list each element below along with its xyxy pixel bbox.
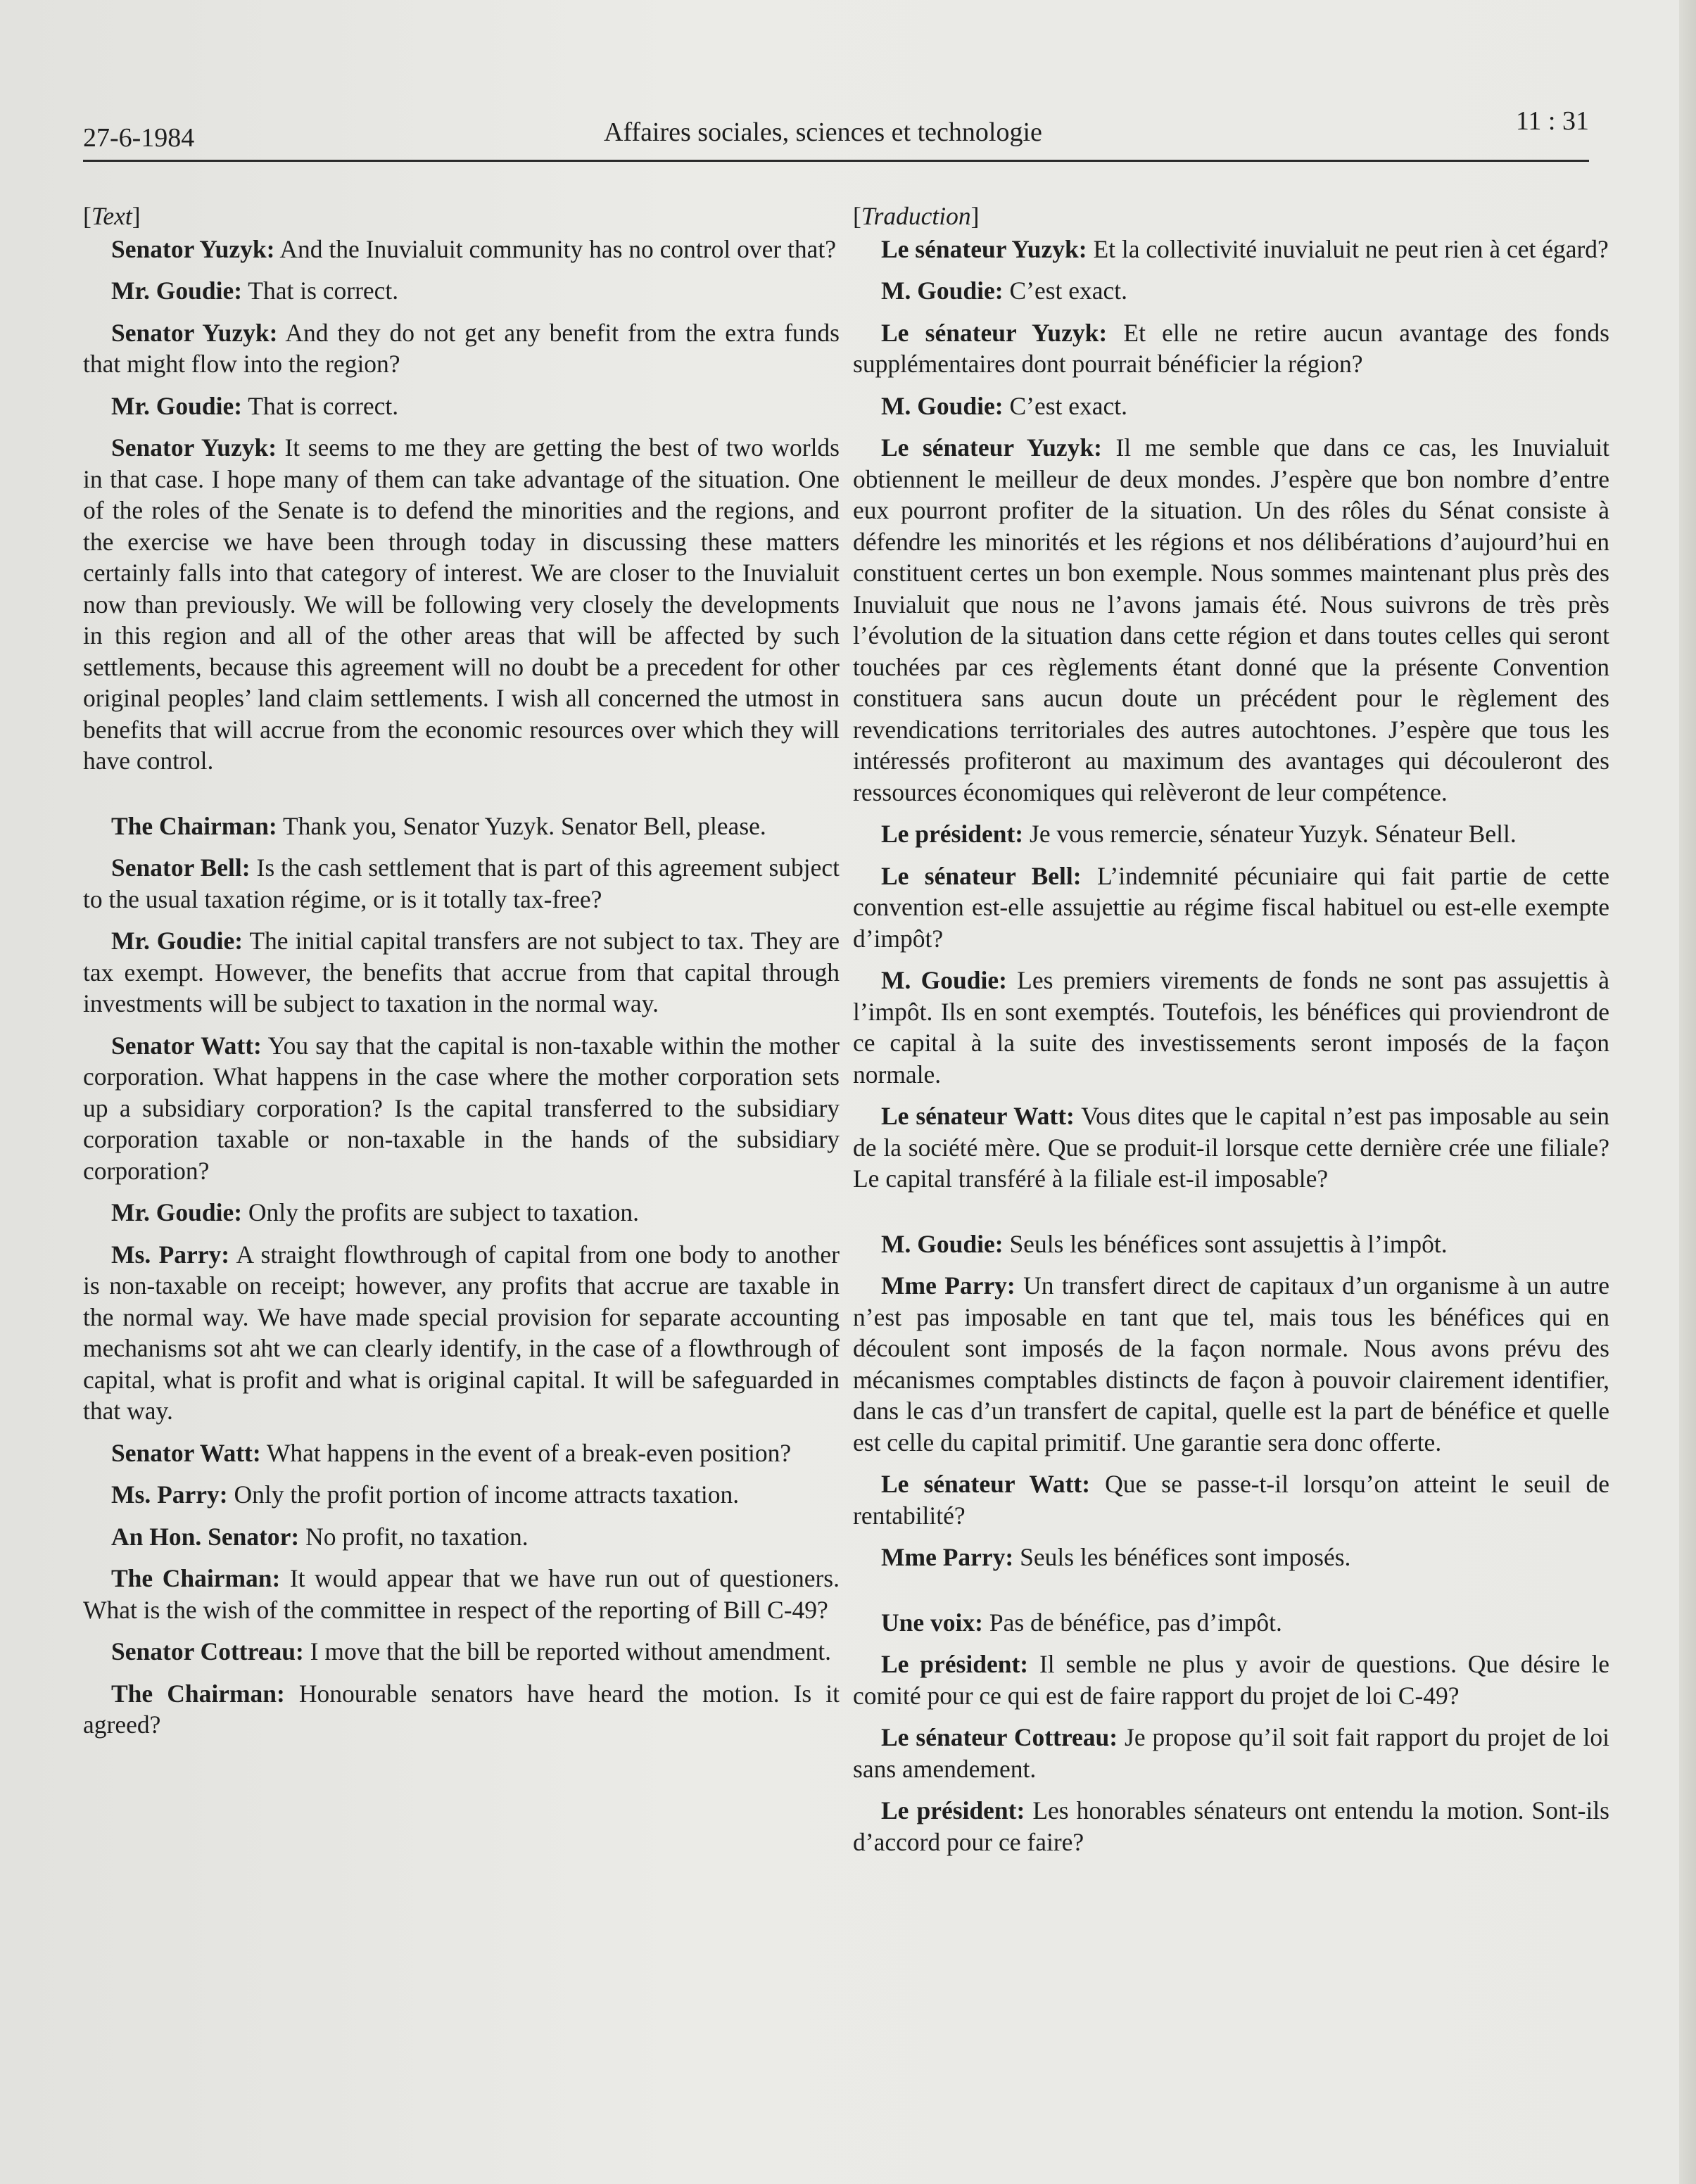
speech-text: Il semble ne plus y avoir de questions. Que désire le comité pour ce qui est de faire rapport du projet de loi C-49? [853,1650,1610,1710]
speech-text: Et la collectivité inuvialuit ne peut rien à cet égard? [1093,234,1609,263]
speech-paragraph [853,965,1609,1090]
speech-paragraph [83,1197,840,1228]
header-page-number: 11 : 31 [1515,106,1589,136]
speech-paragraph [83,317,840,380]
speech-paragraph [83,234,840,265]
page-header [83,106,1589,162]
section-tag-text: Text [91,202,132,230]
speech-paragraph [853,1100,1609,1195]
speech-paragraph [83,1636,840,1668]
speaker-name: The Chairman: [111,1564,281,1592]
speech-text: C’est exact. [1009,277,1128,305]
speaker-name: M. Goudie: [881,391,1004,420]
page-edge [1679,0,1696,2184]
speaker-name: The Chairman: [111,811,277,840]
speech-text: Les premiers virements de fonds ne sont pas assujettis à l’impôt. Ils en sont exemptés. Toutefois, les bénéfices qui proviendront de ce capital à la suite des investissements seront imposés de la façon normale. [853,966,1609,1088]
speech-text: Only the profits are subject to taxation. [248,1198,639,1226]
speaker-name: Mme Parry: [881,1271,1015,1300]
speaker-name: Le sénateur Watt: [881,1102,1075,1130]
speech-paragraph [853,1542,1609,1573]
speech-paragraph [83,1437,840,1469]
speech-paragraph [83,1563,840,1625]
speech-text: Les honorables sénateurs ont entendu la motion. Sont-ils d’accord pour ce faire? [853,1796,1609,1856]
section-tag: [Text] [83,202,141,230]
speech-paragraph [83,432,840,777]
english-column [83,201,840,1751]
section-tag: [Traduction] [853,202,980,230]
speech-text: Seuls les bénéfices sont imposés. [1020,1543,1351,1571]
speech-text: I move that the bill be reported without amendment. [310,1637,832,1665]
speaker-name: Le sénateur Watt: [881,1470,1091,1498]
header-title: Affaires sociales, sciences et technologie [604,118,1042,147]
speaker-name: Mr. Goudie: [111,277,243,305]
speaker-name: Une voix: [881,1608,983,1637]
speaker-name: Mr. Goudie: [111,391,243,420]
speech-paragraph [83,1239,840,1427]
speaker-name: Le sénateur Cottreau: [881,1723,1118,1751]
speaker-name: Senator Cottreau: [111,1637,304,1665]
speech-paragraph [853,1270,1609,1458]
speech-paragraph [83,275,840,307]
speech-paragraph [83,1479,840,1511]
speech-text: Un transfert direct de capitaux d’un organisme à un autre n’est pas imposable en tant que tel, mais tous les bénéfices qui en découlent sont imposés de la façon normale. Nous avons prévu des mécanismes comptables distincts de façon à pouvoir clairement identifier, dans le cas d’un transfert de capital, quelle est la part de bénéfice et quelle est celle du capital primitif. Une garantie sera donc offerte. [853,1271,1610,1456]
speaker-name: Ms. Parry: [111,1240,230,1269]
speech-paragraph [853,1649,1609,1711]
speech-text: Pas de bénéfice, pas d’impôt. [989,1608,1282,1637]
speech-paragraph [853,818,1609,850]
speaker-name: Le sénateur Yuzyk: [881,433,1102,462]
speech-paragraph [853,234,1609,265]
speech-paragraph [853,861,1609,955]
speech-text: Is the cash settlement that is part of this agreement subject to the usual taxation régime, or is it totally tax-free? [83,853,840,913]
speaker-name: Senator Yuzyk: [111,234,275,263]
speaker-name: Mr. Goudie: [111,927,243,955]
speaker-name: Senator Bell: [111,853,251,882]
speaker-name: An Hon. Senator: [111,1522,300,1551]
speech-paragraph [853,391,1609,422]
speech-text: What happens in the event of a break-even position? [266,1438,792,1467]
speaker-name: Mr. Goudie: [111,1198,243,1226]
speech-text: L’indemnité pécuniaire qui fait partie de cette convention est-elle assujettie au régime fiscal habituel ou est-elle exempte d’impôt? [853,861,1610,953]
speech-text: It seems to me they are getting the best of two worlds in that case. I hope many of them can take advantage of the situation. One of the roles of the Senate is to defend the minorities and the regions, and the exercise we have been through today in discussing these matters certainly falls into that category of interest. We are closer to the Inuvialuit now than previously. We will be following very closely the developments in this region and all of the other areas that will be affected by such settlements, because this agreement will no doubt be a precedent for other original peoples’ land claim settlements. I wish all concerned the utmost in benefits that will accrue from the economic resources over which they will have control. [83,433,840,775]
speech-text: And the Inuvialuit community has no control over that? [279,234,837,263]
speech-text: A straight flowthrough of capital from one body to another is non-taxable on receipt; however, any profits that accrue are taxable in the normal way. We have made special provision for separate accounting mechanisms sot aht we can clearly identify, in the case of a flowthrough of capital, what is profit and what is original capital. It will be safeguarded in that way. [83,1240,840,1425]
speech-paragraph [83,391,840,422]
speech-text: Je propose qu’il soit fait rapport du projet de loi sans amendement. [853,1723,1609,1783]
speech-text: C’est exact. [1009,391,1128,420]
speaker-name: Le président: [881,820,1024,848]
speech-text: Il me semble que dans ce cas, les Inuvialuit obtiennent le meilleur de deux mondes. J’espère que bon nombre d’entre eux pourront profiter de la situation. Un des rôles du Sénat consiste à défendre les minorités et les régions et nos délibérations d’aujourd’hui en constituent certes un bon exemple. Nous sommes maintenant plus près des Inuvialuit que nous ne l’avons jamais été. Nous suivrons de très près l’évolution de la situation dans cette région et dans toutes celles qui seront touchées par ces règlements étant donné que la présente Convention constituera sans aucun doute un précédent pour le règlement des revendications territoriales des autres autochtones. J’espère que tous les intéressés profiteront au maximum des avantages qui découleront des ressources économiques qui relèveront de leur compétence. [853,433,1610,806]
french-column [853,201,1609,1868]
speech-text: No profit, no taxation. [305,1522,529,1551]
speech-text: That is correct. [248,277,399,305]
speech-paragraph [83,811,840,842]
speech-text: You say that the capital is non-taxable within the mother corporation. What happens in the case where the mother corporation sets up a subsidiary corporation? Is the capital transferred to the subsidiary corporation taxable or non-taxable in the hands of the subsidiary corporation? [83,1031,840,1185]
speech-text: Et elle ne retire aucun avantage des fonds supplémentaires dont pourrait bénéficier la région? [853,318,1609,378]
speaker-name: The Chairman: [111,1679,285,1708]
speech-paragraph [83,852,840,915]
speech-text: Seuls les bénéfices sont assujettis à l’impôt. [1009,1229,1448,1258]
speech-text: It would appear that we have run out of questioners. What is the wish of the committee in respect of the reporting of Bill C-49? [83,1564,840,1624]
speech-paragraph [83,1030,840,1187]
speech-paragraph [853,1795,1609,1858]
speech-paragraph [853,317,1609,380]
speaker-name: Le sénateur Bell: [881,861,1082,890]
speech-paragraph [853,432,1609,808]
speech-paragraph [83,1521,840,1553]
speech-text: That is correct. [248,391,399,420]
speech-text: And they do not get any benefit from the extra funds that might flow into the region? [83,318,840,378]
speaker-name: M. Goudie: [881,1229,1004,1258]
speech-text: Je vous remercie, sénateur Yuzyk. Sénateur Bell. [1030,820,1517,848]
section-tag-text: Traduction [861,202,971,230]
speech-paragraph [853,1468,1609,1531]
speaker-name: Ms. Parry: [111,1480,228,1509]
speaker-name: Senator Watt: [111,1438,261,1467]
speech-text: Vous dites que le capital n’est pas imposable au sein de la société mère. Que se produit-il lorsque cette dernière crée une filiale? Le capital transféré à la filiale est-il imposable? [853,1102,1609,1193]
speaker-name: Le président: [881,1796,1025,1824]
speech-paragraph [853,275,1609,307]
speaker-name: M. Goudie: [881,277,1004,305]
speaker-name: Senator Yuzyk: [111,433,277,462]
speech-paragraph [853,1607,1609,1639]
speech-paragraph [853,1228,1609,1260]
speaker-name: Senator Yuzyk: [111,318,278,347]
speech-paragraph [853,1722,1609,1784]
speaker-name: Le sénateur Yuzyk: [881,234,1087,263]
speaker-name: Senator Watt: [111,1031,262,1060]
speech-paragraph [83,925,840,1020]
speaker-name: Mme Parry: [881,1543,1014,1571]
speech-text: Only the profit portion of income attracts taxation. [234,1480,740,1509]
header-date: 27-6-1984 [83,123,195,153]
speech-text: Thank you, Senator Yuzyk. Senator Bell, please. [282,811,766,840]
speaker-name: Le président: [881,1650,1029,1678]
speaker-name: Le sénateur Yuzyk: [881,318,1108,347]
speech-text: Honourable senators have heard the motion. Is it agreed? [83,1679,840,1739]
speech-text: Que se passe-t-il lorsqu’on atteint le seuil de rentabilité? [853,1470,1609,1530]
speech-text: The initial capital transfers are not subject to tax. They are tax exempt. However, the benefits that accrue from that capital through investments will be subject to taxation in the normal way. [83,927,840,1017]
speaker-name: M. Goudie: [881,966,1007,994]
speech-paragraph [83,1678,840,1741]
header-rule [83,160,1589,162]
